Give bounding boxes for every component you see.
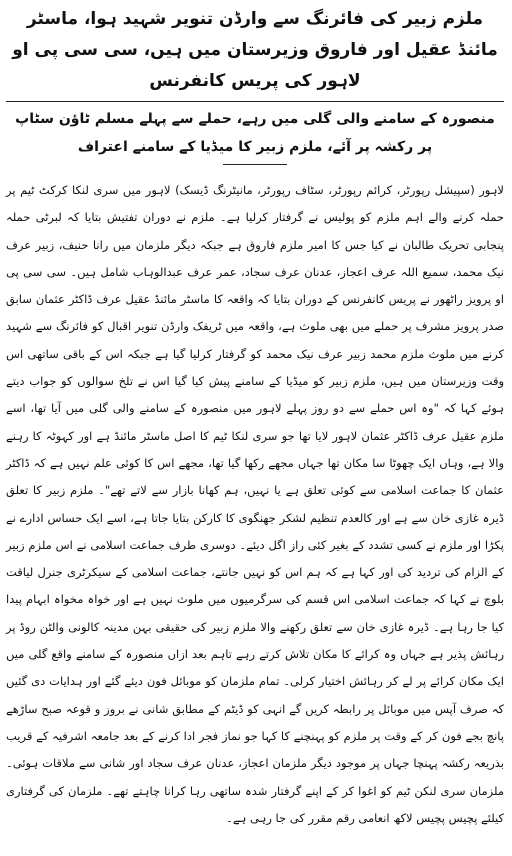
article-body: لاہور (سپیشل رپورٹر، کرائم رپورٹر، سٹاف رپورٹر، مانیٹرنگ ڈیسک) لاہور میں سری لنکا کرکٹ ٹیم پر حملہ کرنے والے اہم ملزم کو پولیس نے گرفتار کرلیا ہے۔ ملزم نے دوران تفتیش بتایا کہ لبرٹی حملہ پنجابی تحریک طالبان نے کیا جس کا امیر ملزم فاروق ہے جبکہ دیگر ملزمان میں رانا حنیف، زبیر عرف نیک محمد، سمیع اللہ عرف اعجاز، عدنان عرف سجاد، عمر عرف عبدالوہاب شامل ہیں۔ سی سی پی او پرویز راٹھور نے پریس کانفرنس کے دوران بتایا کہ واقعہ کا ماسٹر مائنڈ عقیل عرف ڈاکٹر عثمان سابق صدر پرویز مشرف پر حملے میں بھی ملوث ہے، واقعہ میں ٹریفک وارڈن تنویر اقبال کو فائرنگ سے شہید کرنے میں ملوث ملزم محمد زبیر عرف نیک محمد کو گرفتار کرلیا گیا ہے جبکہ اس کے باقی ساتھی اس وقت وزیرستان میں ہیں، ملزم زبیر کو میڈیا کے سامنے پیش کیا گیا اس نے تلخ سوالوں کو جواب دیتے ہوئے کہا کہ "وہ اس حملے سے دو روز پہلے لاہور میں منصورہ کے سامنے والی گلی میں آیا تھا، اسے ملزم عقیل عرف ڈاکٹر عثمان لاہور لایا تھا جو سری لنکا ٹیم کا اصل ماسٹر مائنڈ ہے اور کہوٹہ کا رہنے والا ہے، وہاں ایک چھوٹا سا مکان تھا جہاں مجھے رکھا گیا تھا، مجھے اس کا کوئی علم نہیں ہے کہ ڈاکٹر عثمان کا جماعت اسلامی سے کوئی تعلق ہے یا نہیں، ہم کھانا بازار سے لاتے تھے"۔ ملزم زبیر کا تعلق ڈیرہ غازی خان سے ہے اور کالعدم تنظیم لشکر جھنگوی کا کارکن بتایا جاتا ہے، اسے ایک حساس ادارے نے پکڑا اور ملزم نے کسی تشدد کے بغیر کئی راز اگل دیئے۔ دوسری طرف جماعت اسلامی نے اس ملزم زبیر کے الزام کی تردید کی اور کہا ہے کہ ہم اس کو نہیں جانتے، جماعت اسلامی کے سیکرٹری جنرل لیاقت بلوچ نے کہا کہ جماعت اسلامی اس قسم کی سرگرمیوں میں ملوث نہیں ہے اور خواہ مخواہ ابہام پیدا کیا جا رہا ہے۔ ڈیرہ غازی خان سے تعلق رکھنے والا ملزم زبیر کی حقیقی بہن مدینہ کالونی والٹن روڈ پر رہائش پذیر ہے جہاں وہ کرائے کا مکان تلاش کرتے رہے تاہم بعد ازاں منصورہ کے سامنے واقع گلی میں ایک مکان کرائے پر لے کر رہائش اختیار کرلی۔ تمام ملزمان کو موبائل فون دیئے گئے اور ہدایات دی گئیں کہ صرف آپس میں موبائل پر رابطہ کریں گے انہی کو ڈیٹم کے مطابق شانی نے بروز و قوعہ صبح ساڑھے پانچ بجے فون کر کے وقت پر ملزم کو پہنچنے کا کہا جو نماز فجر ادا کرنے کے بعد جامعہ اشرفیہ کے قریب بذریعہ رکشہ پہنچا جہاں پر موجود دیگر ملزمان اعجاز، عدنان عرف سجاد اور شانی سے ملاقات ہوئی۔ ملزمان سری لنکن ٹیم کو اغوا کر کے اپنے گرفتار شدہ ساتھی رہا کرانا چاہتے تھے۔ ملزمان کی گرفتاری کیلئے پچیس پچیس لاکھ انعامی رقم مقرر کی جا رہی ہے۔ — [6, 183, 504, 825]
article-headline: ملزم زبیر کی فائرنگ سے وارڈن تنویر شہید ہوا، ماسٹر مائنڈ عقیل اور فاروق وزیرستان میں ہیں، سی سی پی او لاہور کی پریس کانفرنس — [12, 9, 498, 91]
headline-divider — [6, 101, 504, 102]
subheadline-divider — [223, 164, 287, 165]
article-subheadline: منصورہ کے سامنے والی گلی میں رہے، حملے سے پہلے مسلم ٹاؤن سٹاپ پر رکشہ پر آئے، ملزم زبیر کا میڈیا کے سامنے اعتراف — [15, 111, 495, 155]
